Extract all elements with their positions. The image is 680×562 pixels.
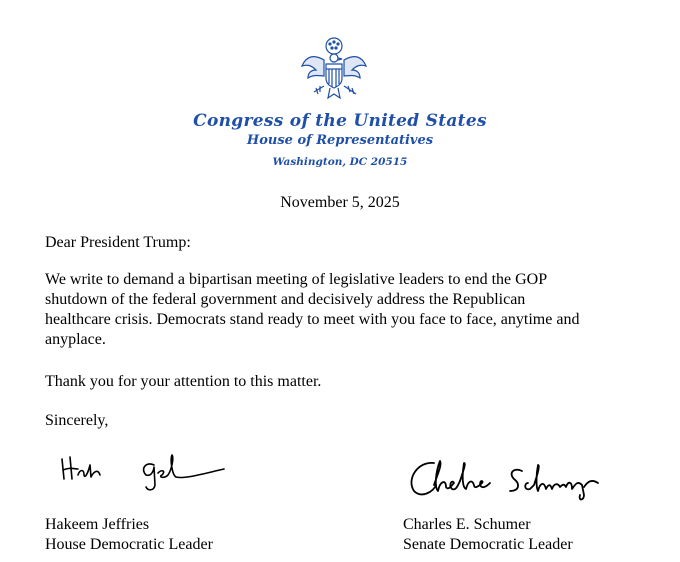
signer-name: Charles E. Schumer	[403, 516, 531, 533]
signer-title: Senate Democratic Leader	[403, 536, 573, 553]
salutation: Dear President Trump:	[45, 234, 191, 251]
signer-title: House Democratic Leader	[45, 536, 213, 553]
thanks-line: Thank you for your attention to this matter.	[45, 373, 322, 390]
signer-jeffries	[45, 515, 213, 555]
schumer-signature	[404, 455, 604, 505]
closing: Sincerely,	[45, 412, 109, 429]
signer-name: Hakeem Jeffries	[45, 516, 150, 533]
great-seal-eagle-icon	[298, 36, 370, 102]
letterhead-house: House of Representatives	[246, 133, 434, 148]
body-line: healthcare crisis. Democrats stand ready to meet with you face to face, anytime and	[45, 311, 580, 328]
body-line: anyplace.	[45, 331, 106, 348]
letter-date: November 5, 2025	[280, 194, 400, 211]
body-line: We write to demand a bipartisan meeting of legislative leaders to end the GOP	[45, 271, 548, 288]
letterhead-congress: Congress of the United States	[193, 111, 487, 131]
signer-schumer	[403, 515, 573, 555]
letter-body	[45, 270, 655, 350]
letterhead-address: Washington, DC 20515	[272, 156, 408, 168]
body-line: shutdown of the federal government and decisively address the Republican	[45, 291, 526, 308]
jeffries-signature	[58, 445, 228, 495]
